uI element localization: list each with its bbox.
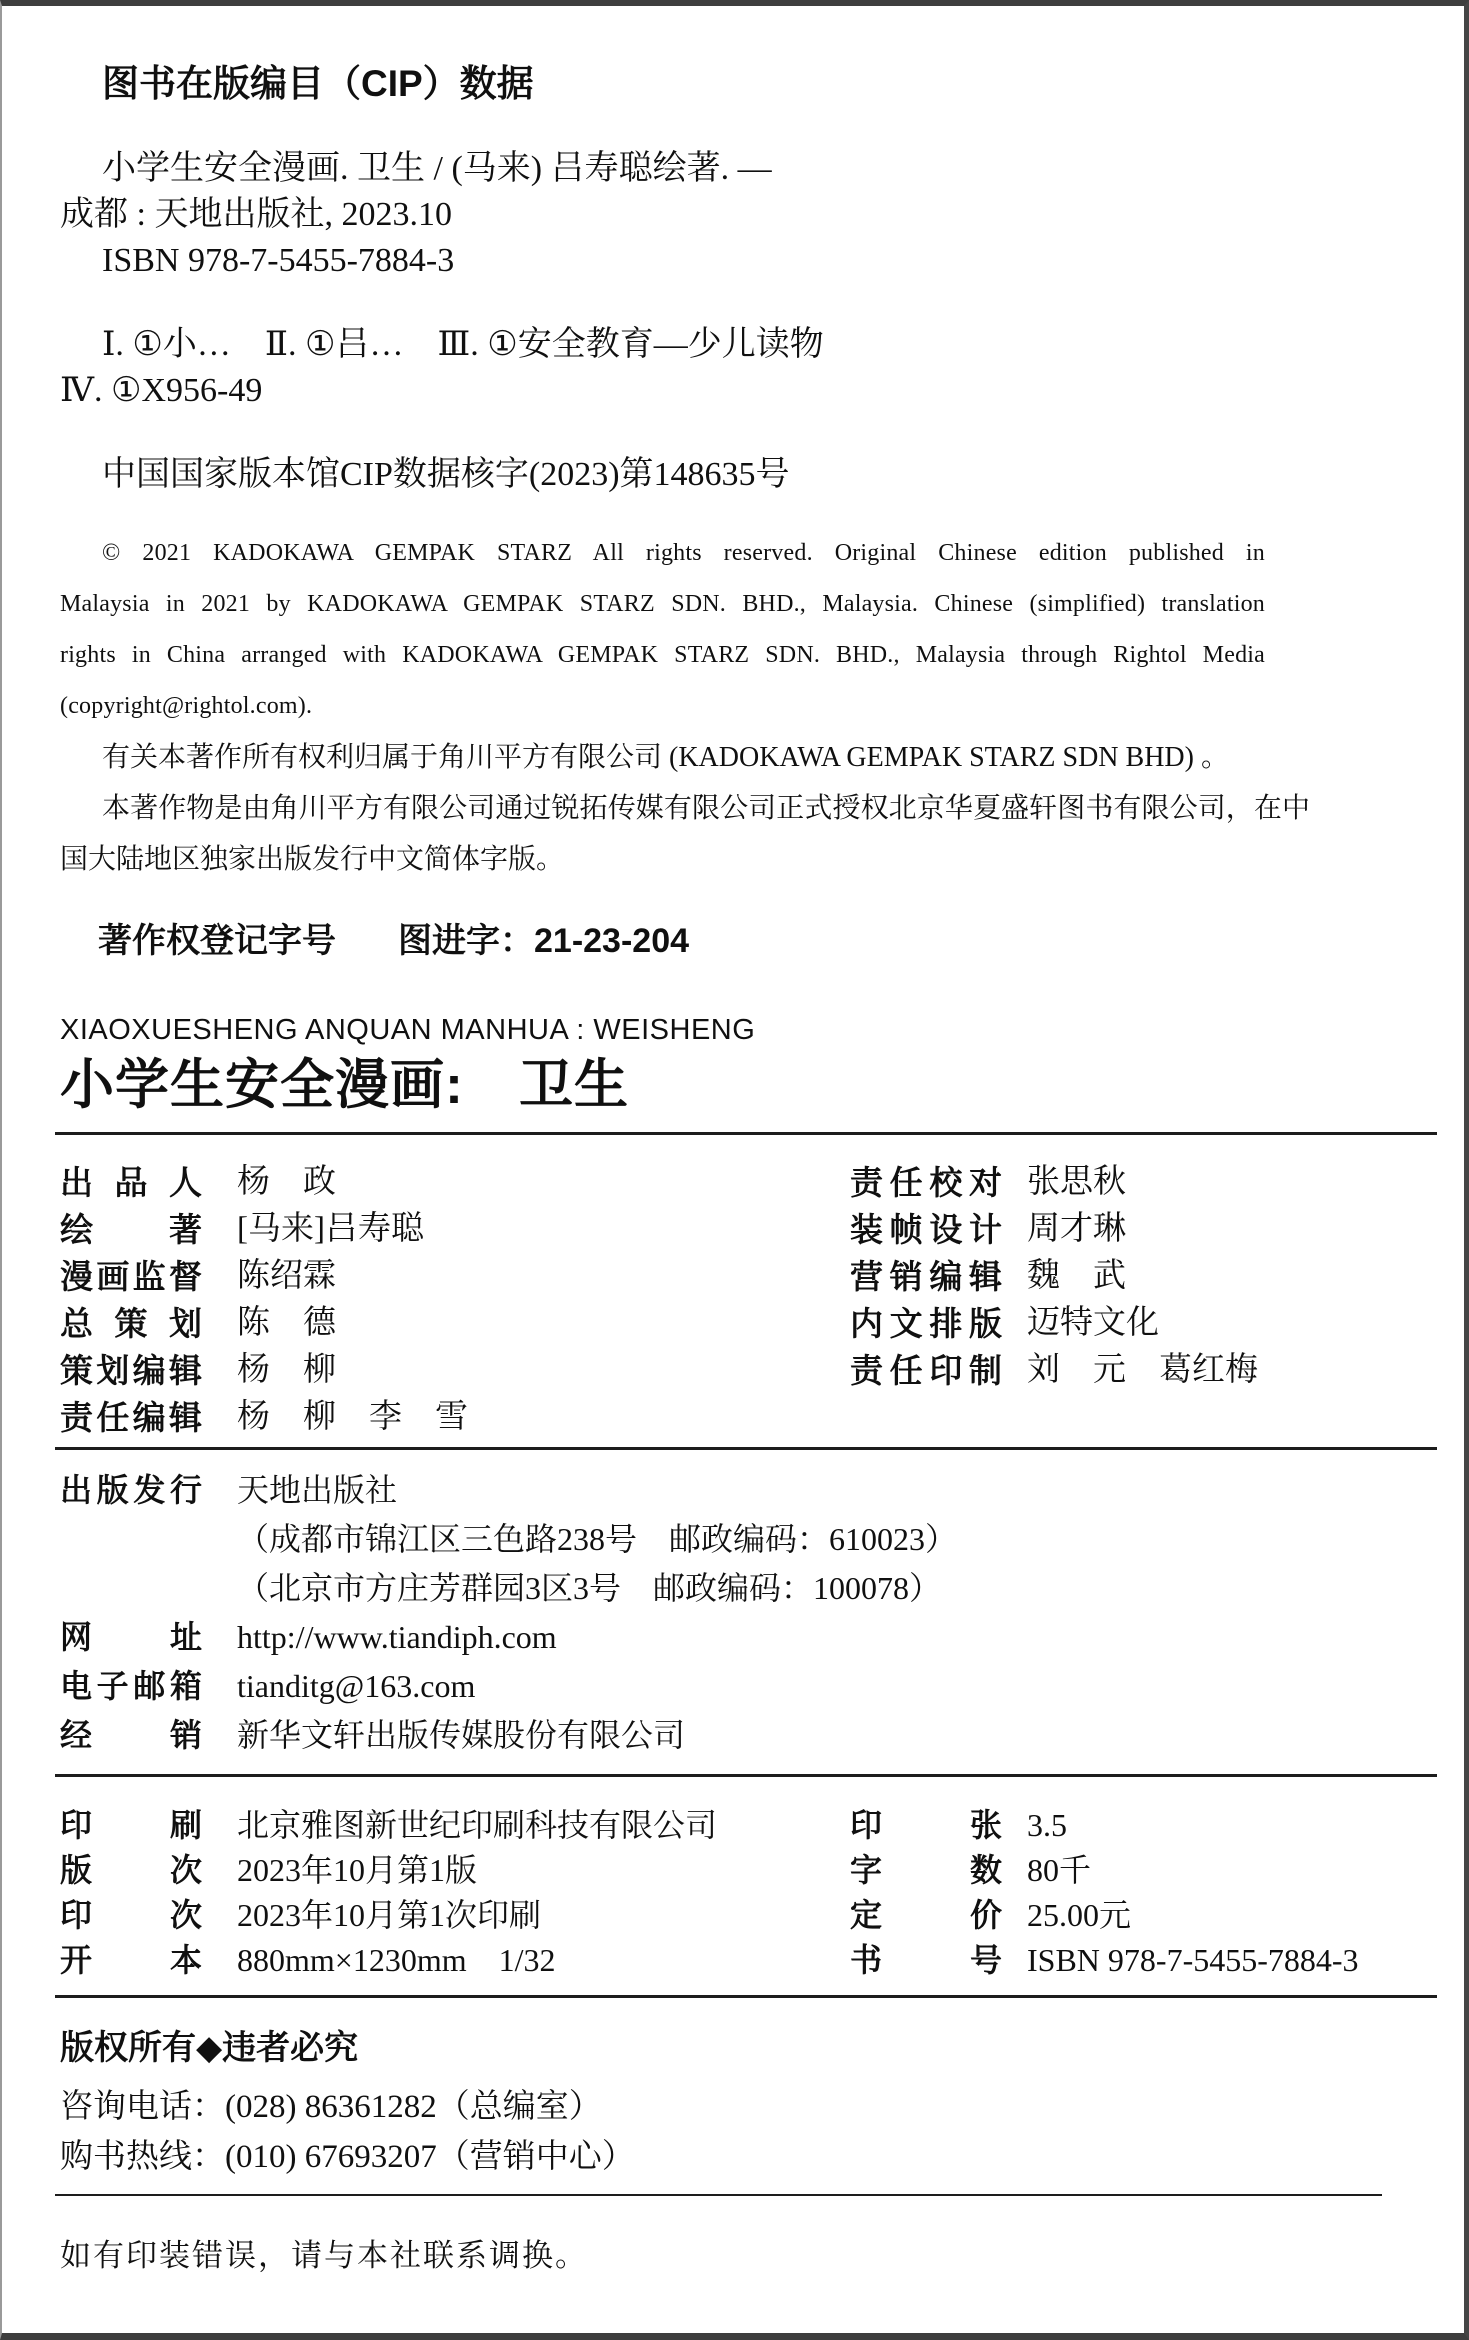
registration-value: 图进字：21-23-204 <box>398 922 690 960</box>
print-row <box>60 1848 1434 1893</box>
credit-value: [马来]吕寿聪 <box>237 1211 424 1247</box>
credit-label: 出品人 <box>60 1164 202 1201</box>
publisher-row <box>60 1613 1434 1662</box>
cip-entry <box>60 146 1434 284</box>
registration-label: 著作权登记字号 <box>98 922 336 960</box>
divider-printing <box>55 1995 1437 1998</box>
publisher-section <box>60 1466 1434 1760</box>
publisher-label: 出版发行 <box>60 1472 202 1508</box>
credit-value: 张思秋 <box>1027 1164 1126 1200</box>
cip-class-line1: Ⅰ. ①小… Ⅱ. ①吕… Ⅲ. ①安全教育—少儿读物 <box>102 326 824 363</box>
credit-label: 营销编辑 <box>850 1258 1002 1295</box>
publisher-row <box>60 1564 1434 1613</box>
print-label: 字数 <box>850 1852 1002 1888</box>
print-label: 印张 <box>850 1807 1002 1843</box>
print-value: 2023年10月第1版 <box>237 1852 478 1888</box>
print-label: 定价 <box>850 1897 1002 1933</box>
credit-label: 装帧设计 <box>850 1211 1002 1248</box>
publisher-label: 经销 <box>60 1717 202 1753</box>
cip-class-line2: Ⅳ. ①X956-49 <box>60 372 263 409</box>
publisher-row <box>60 1466 1434 1515</box>
credit-label: 责任编辑 <box>60 1399 202 1436</box>
credit-row <box>60 1206 1434 1253</box>
phone-consult-label: 咨询电话： <box>60 2089 225 2125</box>
credit-value: 周才琳 <box>1027 1211 1126 1247</box>
credit-label: 内文排版 <box>850 1305 1002 1342</box>
credit-value: 魏 武 <box>1027 1258 1126 1294</box>
credit-row <box>60 1347 1434 1394</box>
print-value: 25.00元 <box>1027 1897 1132 1933</box>
credit-value: 杨 柳 <box>237 1352 336 1388</box>
credit-label: 责任印制 <box>850 1352 1002 1389</box>
publisher-website: http://www.tiandiph.com <box>237 1619 557 1655</box>
copyright-english-line2: Malaysia in 2021 by KADOKAWA GEMPAK STARZ SDN. BHD., Malaysia. Chinese (simplified) translation <box>60 591 1265 617</box>
publisher-label <box>60 1564 202 1613</box>
credit-label: 绘著 <box>60 1211 202 1248</box>
book-title: 小学生安全漫画: 卫生 <box>60 1055 629 1115</box>
copyright-registration <box>60 918 1434 964</box>
print-row <box>60 1938 1434 1983</box>
credit-value: 陈绍霖 <box>237 1258 336 1294</box>
publisher-value: 天地出版社 <box>237 1472 398 1508</box>
publisher-address-beijing: （北京市方庄芳群园3区3号 邮政编码：100078） <box>237 1570 942 1606</box>
print-label: 印次 <box>60 1897 202 1933</box>
credits-section <box>60 1159 1434 1441</box>
copyright-english-line4: (copyright@rightol.com). <box>60 693 313 719</box>
cip-entry-line2: 成都 : 天地出版社, 2023.10 <box>60 196 452 233</box>
print-value: 80千 <box>1027 1852 1092 1888</box>
copyright-chinese-para1: 有关本著作所有权利归属于角川平方有限公司 (KADOKAWA GEMPAK STARZ SDN BHD) 。 <box>102 742 1229 773</box>
print-value: 北京雅图新世纪印刷科技有限公司 <box>237 1807 718 1843</box>
credit-label: 漫画监督 <box>60 1258 202 1295</box>
credit-value: 陈 德 <box>237 1305 336 1341</box>
print-label: 书号 <box>850 1942 1002 1978</box>
credit-value: 杨 柳 李 雪 <box>237 1399 468 1435</box>
print-value: ISBN 978-7-5455-7884-3 <box>1027 1942 1359 1978</box>
phone-consult-number: (028) 86361282（总编室） <box>225 2089 602 2125</box>
cip-entry-isbn: ISBN 978-7-5455-7884-3 <box>102 242 455 279</box>
credit-value: 刘 元 葛红梅 <box>1027 1352 1258 1388</box>
copyright-english <box>60 528 1265 732</box>
credit-value: 迈特文化 <box>1027 1305 1159 1341</box>
credit-row <box>60 1159 1434 1206</box>
publisher-row <box>60 1515 1434 1564</box>
copyright-chinese <box>60 732 1310 885</box>
print-label: 印刷 <box>60 1807 202 1843</box>
divider-credits <box>55 1447 1437 1450</box>
copyright-english-line3: rights in China arranged with KADOKAWA GEMPAK STARZ SDN. BHD., Malaysia through Rightol Media <box>60 642 1265 668</box>
print-row <box>60 1803 1434 1848</box>
print-label: 开本 <box>60 1942 202 1978</box>
publisher-label: 网址 <box>60 1619 202 1655</box>
divider-title <box>55 1132 1437 1135</box>
cip-classification <box>60 322 1434 414</box>
phone-consult <box>60 2082 1434 2132</box>
cip-header: 图书在版编目（CIP）数据 <box>102 63 534 104</box>
misprint-note: 如有印装错误，请与本社联系调换。 <box>60 2238 588 2273</box>
phone-purchase-number: (010) 67693207（营销中心） <box>225 2139 635 2175</box>
print-value: 3.5 <box>1027 1807 1067 1843</box>
divider-publisher <box>55 1774 1437 1777</box>
credit-row <box>60 1300 1434 1347</box>
print-label: 版次 <box>60 1852 202 1888</box>
contact-phones <box>60 2082 1434 2182</box>
publisher-address-chengdu: （成都市锦江区三色路238号 邮政编码：610023） <box>237 1521 958 1557</box>
credit-label: 总策划 <box>60 1305 202 1342</box>
publisher-distributor: 新华文轩出版传媒股份有限公司 <box>237 1717 686 1753</box>
phone-purchase <box>60 2132 1434 2182</box>
phone-purchase-label: 购书热线： <box>60 2139 225 2175</box>
printing-section <box>60 1803 1434 1983</box>
title-pinyin: XIAOXUESHENG ANQUAN MANHUA : WEISHENG <box>60 1014 756 1046</box>
divider-footer <box>55 2194 1382 2196</box>
copyright-chinese-para2-line1: 本著作物是由角川平方有限公司通过锐拓传媒有限公司正式授权北京华夏盛轩图书有限公司，在中 <box>102 793 1310 824</box>
credit-label: 策划编辑 <box>60 1352 202 1389</box>
cip-registry-number: 中国国家版本馆CIP数据核字(2023)第148635号 <box>102 456 790 493</box>
credit-row <box>60 1394 1434 1441</box>
publisher-row <box>60 1711 1434 1760</box>
credit-value: 杨 政 <box>237 1164 336 1200</box>
publisher-row <box>60 1662 1434 1711</box>
copyright-english-line1: © 2021 KADOKAWA GEMPAK STARZ All rights reserved. Original Chinese edition published in <box>102 540 1265 566</box>
copyright-page <box>2 6 1464 2278</box>
credit-row <box>60 1253 1434 1300</box>
print-value: 880mm×1230mm 1/32 <box>237 1942 556 1978</box>
publisher-label: 电子邮箱 <box>60 1668 202 1704</box>
print-row <box>60 1893 1434 1938</box>
rights-notice: 版权所有◆违者必究 <box>60 2029 359 2067</box>
copyright-chinese-para2-line2: 国大陆地区独家出版发行中文简体字版。 <box>60 844 565 875</box>
publisher-email: tianditg@163.com <box>237 1668 476 1704</box>
print-value: 2023年10月第1次印刷 <box>237 1897 542 1933</box>
cip-entry-line1: 小学生安全漫画. 卫生 / (马来) 吕寿聪绘著. — <box>102 150 772 187</box>
publisher-label <box>60 1515 202 1564</box>
credit-label: 责任校对 <box>850 1164 1002 1201</box>
